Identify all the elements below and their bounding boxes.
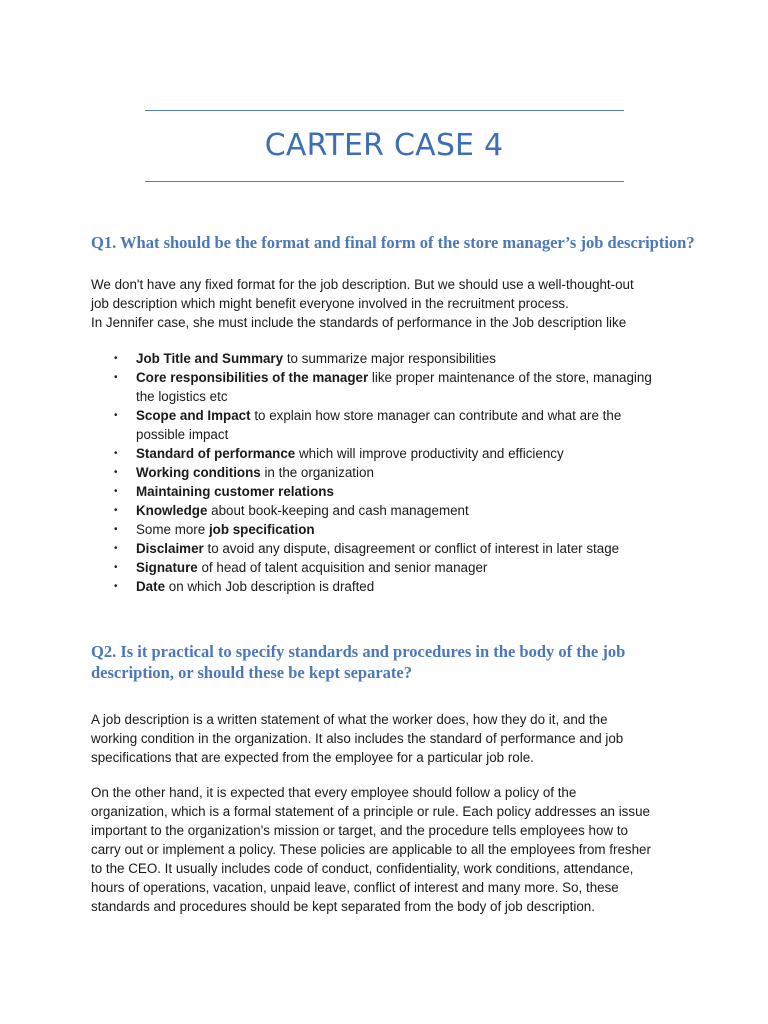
q2-heading-line: Q2. Is it practical to specify standards and procedures in the body of the job [91, 642, 626, 661]
bullet-bold-text: Standard of performance [136, 446, 296, 461]
q2-p2-line: standards and procedures should be kept separated from the body of job description. [91, 899, 595, 914]
q2-heading-line: description, or should these be kept separate? [91, 663, 412, 682]
q2-p2-line: hours of operations, vacation, unpaid leave, conflict of interest and many more. So, these [91, 880, 619, 895]
page-title: CARTER CASE 4 [264, 128, 504, 163]
bullet-item-working-conditions: • Working conditions in the organization [114, 465, 374, 480]
bullet-icon: • [114, 581, 118, 592]
bullet-bold-text: Working conditions [136, 465, 261, 480]
bullet-icon: • [114, 410, 118, 421]
title-top-rule [145, 110, 624, 111]
q1-intro-paragraph [91, 275, 711, 332]
bullet-icon: • [114, 543, 118, 554]
bullet-item-customer-relations [91, 482, 711, 501]
title-bottom-rule [145, 181, 624, 182]
q2-p2-line: to the CEO. It usually includes code of conduct, confidentiality, work conditions, attendance, [91, 861, 634, 876]
bullet-bold-text: job specification [208, 522, 315, 537]
bullet-item-signature: • Signature of head of talent acquisition and senior manager [114, 560, 488, 575]
bullet-icon: • [114, 372, 118, 383]
q2-p2-line: important to the organization's mission or target, and the procedure tells employees how to [91, 823, 628, 838]
q2-p1-line: specifications that are expected from the employee for a particular job role. [91, 750, 534, 765]
q2-heading [91, 641, 711, 683]
bullet-icon: • [114, 505, 118, 516]
bullet-item-job-specification: • Some more job specification [114, 522, 315, 537]
q2-paragraph-1 [91, 710, 711, 767]
bullet-bold-text: Signature [136, 560, 198, 575]
bullet-bold-text: Maintaining customer relations [136, 484, 334, 499]
bullet-item-core-responsibilities: • Core responsibilities of the manager like proper maintenance of the store, managing the logistics etc [114, 370, 652, 404]
q2-p1-line: A job description is a written statement of what the worker does, how they do it, and the [91, 712, 608, 727]
q1-intro-line: We don't have any fixed format for the job description. But we should use a well-thought-out [91, 277, 634, 292]
q1-heading: Q1. What should be the format and final form of the store manager’s job description? [91, 233, 695, 252]
q2-p2-line: carry out or implement a policy. These policies are applicable to all the employees from fresher [91, 842, 651, 857]
bullet-bold-text: Disclaimer [136, 541, 204, 556]
bullet-item-scope-impact: • Scope and Impact to explain how store manager can contribute and what are the possible impact [114, 408, 622, 442]
q2-paragraph-2 [91, 783, 711, 916]
bullet-bold-text: Core responsibilities of the manager [136, 370, 369, 385]
q2-p2-line: organization, which is a formal statement of a principle or rule. Each policy addresses an issue [91, 804, 650, 819]
job-description-bullet-list [91, 349, 711, 596]
bullet-icon: • [114, 562, 118, 573]
bullet-item-knowledge: • Knowledge about book-keeping and cash management [114, 503, 469, 518]
bullet-item-date: • Date on which Job description is drafted [114, 579, 375, 594]
q2-p2-line: On the other hand, it is expected that every employee should follow a policy of the [91, 785, 577, 800]
bullet-item-disclaimer: • Disclaimer to avoid any dispute, disagreement or conflict of interest in later stage [114, 541, 620, 556]
bullet-icon: • [114, 353, 118, 364]
q1-intro-line: job description which might benefit everyone involved in the recruitment process. [91, 296, 569, 311]
bullet-item-job-title: • Job Title and Summary to summarize major responsibilities [114, 351, 496, 366]
bullet-bold-text: Job Title and Summary [136, 351, 284, 366]
bullet-bold-text: Knowledge [136, 503, 208, 518]
bullet-icon: • [114, 486, 118, 497]
bullet-icon: • [114, 448, 118, 459]
q2-p1-line: working condition in the organization. It also includes the standard of performance and job [91, 731, 624, 746]
bullet-bold-text: Date [136, 579, 166, 594]
bullet-bold-text: Scope and Impact [136, 408, 251, 423]
bullet-item-standard-performance: • Standard of performance which will improve productivity and efficiency [114, 446, 564, 461]
q1-intro-line: In Jennifer case, she must include the standards of performance in the Job description like [91, 315, 627, 330]
bullet-icon: • [114, 467, 118, 478]
bullet-icon: • [114, 524, 118, 535]
